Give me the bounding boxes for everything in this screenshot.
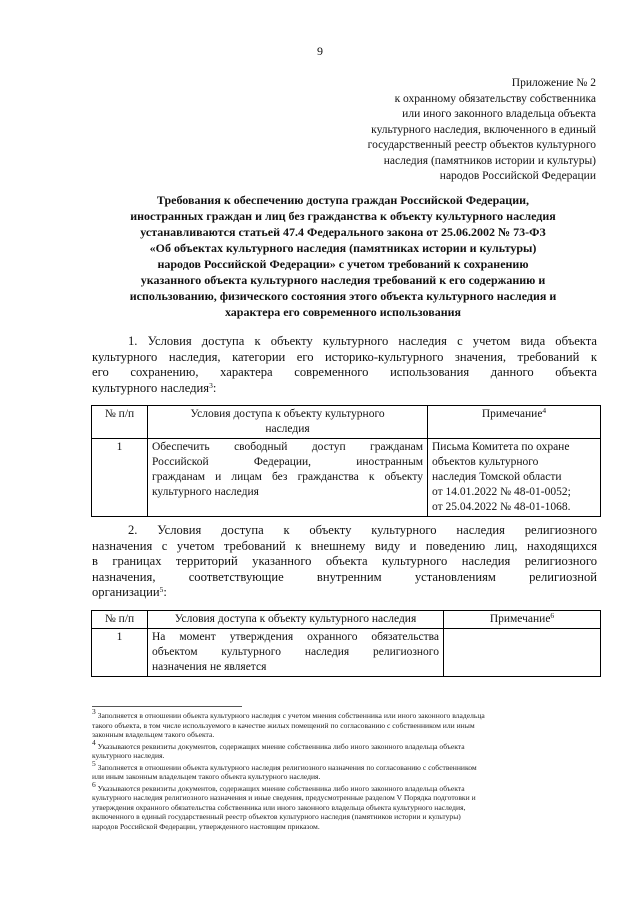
appendix-line: Приложение № 2: [511, 77, 596, 89]
paragraph-line: культурного наследия$^3$:: [92, 380, 217, 395]
footnote: [92, 707, 600, 740]
row-note: [444, 629, 601, 677]
title-line: устанавливаются статьей 47.4 Федерального закона от 25.06.2002 № 73-ФЗ: [140, 225, 546, 239]
cell-line: объектов культурного: [432, 456, 539, 468]
table-row: [92, 439, 601, 517]
document-title: [88, 192, 598, 320]
appendix-line: или иного законного владельца объекта: [402, 108, 596, 120]
appendix-header: [300, 76, 596, 185]
paragraph-line: организации$^5$:: [92, 585, 167, 599]
header-line: Условия доступа к объекту культурного: [190, 408, 385, 420]
section-2-paragraph: [92, 523, 597, 601]
footnote-line: культурного наследия религиозного назначения и иные сведения, предусмотренные разделом V Порядка подготовки и: [92, 793, 476, 802]
title-line: использованию, физического состояния этого объекта культурного наследия и: [129, 289, 557, 303]
footnote-line: [92, 779, 600, 794]
cell-line: культурного наследия: [152, 486, 259, 498]
footnote-line: утверждения охранного обязательства собственника или иного законного владельца объекта культурного наследия,: [92, 802, 466, 812]
appendix-line: государственный реестр объектов культурного: [367, 139, 596, 151]
footnote-ref: 3: [209, 380, 213, 390]
title-line: характера его современного использования: [224, 305, 462, 319]
footnote-ref: 6: [550, 611, 555, 620]
cell-line: от 14.01.2022 № 48-01-0052;: [432, 486, 571, 498]
row-conditions: [148, 439, 428, 517]
footnote-text: Указываются реквизиты документов, содержащих мнение собственника либо иного законного владельца объекта: [97, 783, 465, 793]
footnote-line: [92, 737, 600, 752]
footnote-ref: 5: [159, 585, 164, 594]
footnote: [92, 779, 600, 832]
header-note: [444, 611, 601, 629]
paragraph-text: организации: [92, 585, 160, 599]
header-line: наследия: [265, 423, 310, 435]
paragraph-line: культурного наследия, категории его историко-культурного значения, требований к: [92, 349, 597, 364]
footnote-line: [92, 758, 600, 773]
table-header-row: [92, 406, 601, 439]
header-note-text: Примечание: [481, 408, 543, 420]
footnote-line: [92, 707, 600, 721]
cell-line: гражданам и лицам без гражданства к объекту: [152, 471, 423, 483]
footnote-text: Указываются реквизиты документов, содержащих мнение собственника либо иного законного владельца объекта: [97, 741, 465, 751]
title-line: народов Российской Федерации» с учетом требований к сохранению: [157, 257, 529, 271]
row-note: [428, 439, 601, 517]
cell-line: наследия Томской области: [432, 471, 562, 483]
header-num: № п/п: [92, 406, 148, 439]
footnote-marker: 5: [92, 758, 96, 768]
paragraph-line: назначения с учетом требований к внешнему виду и поведению лиц, находящихся: [92, 538, 597, 553]
section-1-paragraph: [92, 334, 597, 396]
row-num: 1: [92, 439, 148, 517]
footnote-divider: [92, 706, 242, 707]
paragraph-line: его сохранению, характера современного использования данного объекта: [92, 365, 597, 379]
access-conditions-table: [91, 405, 601, 517]
title-line: указанного объекта культурного наследия требований к его содержанию и: [140, 273, 546, 287]
footnote: [92, 737, 600, 761]
footnote-marker: 3: [92, 707, 96, 716]
cell-line: На момент утверждения охранного обязательства: [152, 631, 439, 643]
paragraph-line: 2. Условия доступа к объекту культурного наследия религиозного: [128, 523, 597, 537]
page-number: 9: [317, 44, 323, 58]
footnote-marker: 6: [92, 779, 96, 789]
cell-line: объектом культурного наследия религиозного: [152, 646, 439, 658]
header-conditions: [148, 406, 428, 439]
religious-access-table: [91, 610, 601, 677]
header-note: [428, 406, 601, 439]
title-line: «Об объектах культурного наследия (памятниках истории и культуры): [149, 241, 537, 255]
footnote: [92, 758, 600, 782]
cell-line: Обеспечить свободный доступ гражданам: [152, 441, 423, 453]
header-note-text: Примечание: [489, 613, 551, 625]
cell-line: Письма Комитета по охране: [432, 441, 570, 453]
table-header-row: [92, 611, 601, 629]
paragraph-line: назначения, соответствующие внутренним установлениям религиозной: [92, 569, 597, 584]
title-line: Требования к обеспечению доступа граждан Российской Федерации,: [156, 193, 530, 207]
appendix-line: культурного наследия, включенного в единый: [371, 123, 596, 136]
footnote-line: законным владельцем такого объекта.: [92, 730, 215, 739]
footnote-line: такого объекта, в том числе используемого в качестве жилых помещений по согласованию с собственником или иным: [92, 720, 475, 730]
footnote-line: включенного в единый государственный реестр объектов культурного наследия (памятников истории и культуры): [92, 812, 461, 821]
footnote-text: Заполняется в отношении объекта культурного наследия религиозного назначения по согласованию с собственником: [97, 762, 477, 772]
header-num: № п/п: [92, 611, 148, 629]
footnote-line: культурного наследия.: [92, 751, 165, 760]
footnote-line: народов Российской Федерации, утвержденного настоящим приказом.: [92, 821, 320, 831]
cell-line: от 25.04.2022 № 48-01-1068.: [432, 501, 571, 513]
appendix-line: народов Российской Федерации: [439, 170, 596, 182]
footnote-line: или иным законным владельцем такого объекта культурного наследия.: [92, 772, 321, 781]
paragraph-line: в границах территорий указанного объекта культурного наследия религиозного: [92, 554, 597, 568]
cell-line: Российской Федерации, иностранным: [152, 456, 423, 468]
table-row: [92, 629, 601, 677]
row-num: 1: [92, 629, 148, 677]
paragraph-text: культурного наследия: [92, 380, 210, 395]
appendix-line: к охранному обязательству собственника: [394, 92, 596, 105]
appendix-line: наследия (памятников истории и культуры): [383, 154, 596, 167]
footnotes: [92, 707, 600, 833]
footnote-ref: 4: [542, 406, 547, 415]
footnote-marker: 4: [92, 737, 96, 747]
paragraph-line: 1. Условия доступа к объекту культурного наследия с учетом вида объекта: [128, 334, 597, 348]
row-conditions: [148, 629, 444, 677]
header-conditions: Условия доступа к объекту культурного наследия: [148, 611, 444, 629]
title-line: иностранных граждан и лиц без гражданства к объекту культурного наследия: [130, 209, 556, 223]
cell-line: назначения не является: [152, 661, 267, 673]
footnote-text: Заполняется в отношении объекта культурного наследия с учетом мнения собственника или иного законного владельца: [97, 711, 485, 720]
